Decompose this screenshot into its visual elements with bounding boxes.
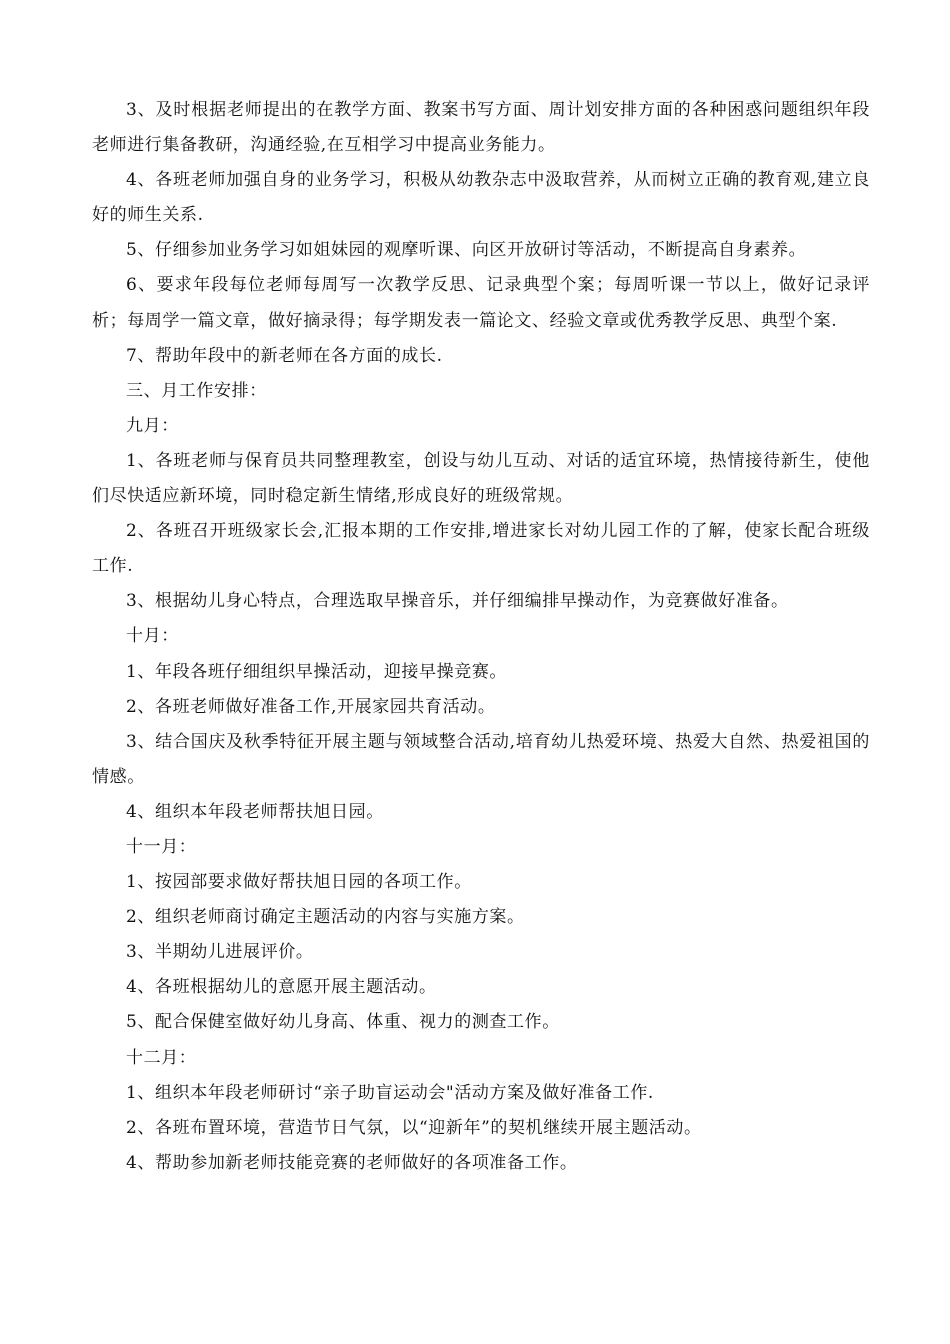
list-item: 4、组织本年段老师帮扶旭日园。 bbox=[126, 801, 384, 822]
list-item: 1、各班老师与保育员共同整理教室，创设与幼儿互动、对话的适宜环境，热情接待新生，使他们尽快适应新环境，同时稳定新生情绪,形成良好的班级常规。 bbox=[92, 450, 870, 507]
list-item: 3、半期幼儿进展评价。 bbox=[126, 942, 314, 963]
list-item: 2、各班布置环境，营造节日气氛，以“迎新年”的契机继续开展主题活动。 bbox=[126, 1117, 702, 1138]
document-body bbox=[92, 93, 870, 1181]
list-item: 2、各班老师做好准备工作,开展家园共育活动。 bbox=[126, 696, 496, 717]
paragraph-reflection: 6、要求年段每位老师每周写一次教学反思、记录典型个案；每周听课一节以上，做好记录评析；每周学一篇文章，做好摘录得；每学期发表一篇论文、经验文章或优秀教学反思、典型个案. bbox=[92, 275, 870, 331]
month-heading-december: 十二月： bbox=[126, 1047, 197, 1068]
list-item: 3、根据幼儿身心特点，合理选取早操音乐，并仔细编排早操动作，为竞赛做好准备。 bbox=[126, 591, 789, 612]
paragraph-teaching-research: 3、及时根据老师提出的在教学方面、教案书写方面、周计划安排方面的各种困惑问题组织年段老师进行集备教研，沟通经验,在互相学习中提高业务能力。 bbox=[92, 100, 870, 156]
month-heading-november: 十一月： bbox=[126, 836, 197, 857]
list-item: 1、按园部要求做好帮扶旭日园的各项工作。 bbox=[126, 872, 472, 893]
list-item: 5、配合保健室做好幼儿身高、体重、视力的测查工作。 bbox=[126, 1012, 560, 1033]
paragraph-new-teacher: 7、帮助年段中的新老师在各方面的成长. bbox=[126, 345, 443, 366]
list-item: 2、组织老师商讨确定主题活动的内容与实施方案。 bbox=[126, 907, 525, 928]
list-item: 2、各班召开班级家长会,汇报本期的工作安排,增进家长对幼儿园工作的了解，使家长配合班级工作. bbox=[92, 521, 870, 577]
list-item: 4、各班根据幼儿的意愿开展主题活动。 bbox=[126, 977, 437, 998]
list-item: 3、结合国庆及秋季特征开展主题与领域整合活动,培育幼儿热爱环境、热爱大自然、热爱祖国的情感。 bbox=[92, 731, 870, 787]
list-item: 1、组织本年段老师研讨“亲子助盲运动会"活动方案及做好准备工作. bbox=[126, 1082, 654, 1103]
paragraph-business-study: 5、仔细参加业务学习如姐妹园的观摩听课、向区开放研讨等活动，不断提高自身素养。 bbox=[126, 240, 807, 261]
paragraph-self-study: 4、各班老师加强自身的业务学习，积极从幼教杂志中汲取营养，从而树立正确的教育观,建立良好的师生关系. bbox=[92, 170, 870, 226]
month-heading-september: 九月： bbox=[126, 415, 179, 436]
list-item: 4、帮助参加新老师技能竞赛的老师做好的各项准备工作。 bbox=[126, 1152, 578, 1173]
month-heading-october: 十月： bbox=[126, 626, 179, 647]
list-item: 1、年段各班仔细组织早操活动，迎接早操竞赛。 bbox=[126, 661, 508, 682]
section-heading-monthly-plan: 三、月工作安排： bbox=[126, 380, 267, 401]
